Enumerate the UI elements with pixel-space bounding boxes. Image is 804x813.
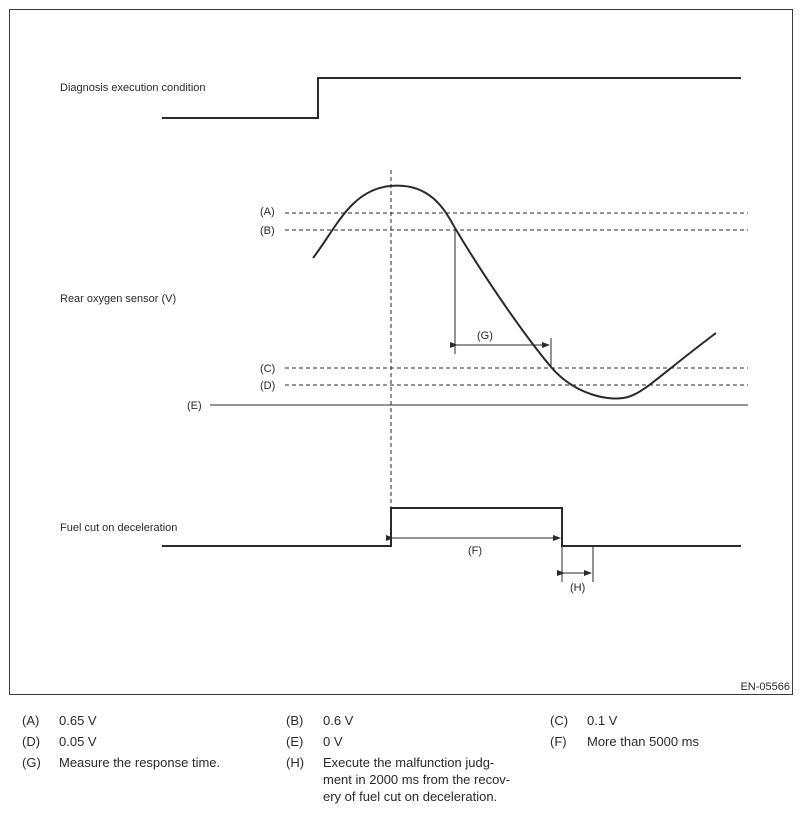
legend-value: 0.65 V — [59, 713, 97, 728]
legend-item — [22, 733, 97, 750]
legend-value: 0.1 V — [587, 713, 618, 728]
legend-key: (D) — [22, 734, 41, 749]
diagnosis-label: Diagnosis execution condition — [60, 82, 206, 94]
legend-key: (A) — [22, 713, 40, 728]
marker-h: (H) — [570, 582, 586, 594]
legend-item — [286, 754, 510, 805]
rear-sensor-label: Rear oxygen sensor (V) — [60, 293, 177, 305]
marker-d: (D) — [260, 380, 276, 392]
legend-item — [550, 733, 699, 750]
legend-key: (B) — [286, 713, 304, 728]
legend-item — [286, 712, 353, 729]
legend-key: (H) — [286, 755, 305, 770]
marker-e: (E) — [187, 400, 202, 412]
diagnosis-signal-line — [162, 78, 741, 118]
legend-key: (E) — [286, 734, 304, 749]
sensor-waveform — [313, 186, 716, 399]
legend-item — [286, 733, 343, 750]
legend-key: (C) — [550, 713, 569, 728]
marker-g: (G) — [477, 330, 493, 342]
legend-item — [22, 754, 220, 771]
legend-key: (F) — [550, 734, 567, 749]
legend-item — [22, 712, 97, 729]
legend-value: 0 V — [323, 734, 343, 749]
legend-key: (G) — [22, 755, 41, 770]
marker-a: (A) — [260, 206, 275, 218]
marker-b: (B) — [260, 225, 275, 237]
legend-value: 0.6 V — [323, 713, 354, 728]
fuel-cut-signal-line — [162, 508, 741, 546]
legend-value: More than 5000 ms — [587, 734, 700, 749]
legend-value: 0.05 V — [59, 734, 97, 749]
legend-item — [550, 712, 617, 729]
figure-code: EN-05566 — [740, 681, 790, 693]
marker-f: (F) — [468, 545, 483, 557]
marker-c: (C) — [260, 363, 276, 375]
legend-value: Measure the response time. — [59, 755, 221, 770]
legend-value: Execute the malfunction judg- ment in 2000 ms from the recov- ery of fuel cut on deceleration. — [323, 755, 511, 804]
fuel-cut-label: Fuel cut on deceleration — [60, 522, 178, 534]
